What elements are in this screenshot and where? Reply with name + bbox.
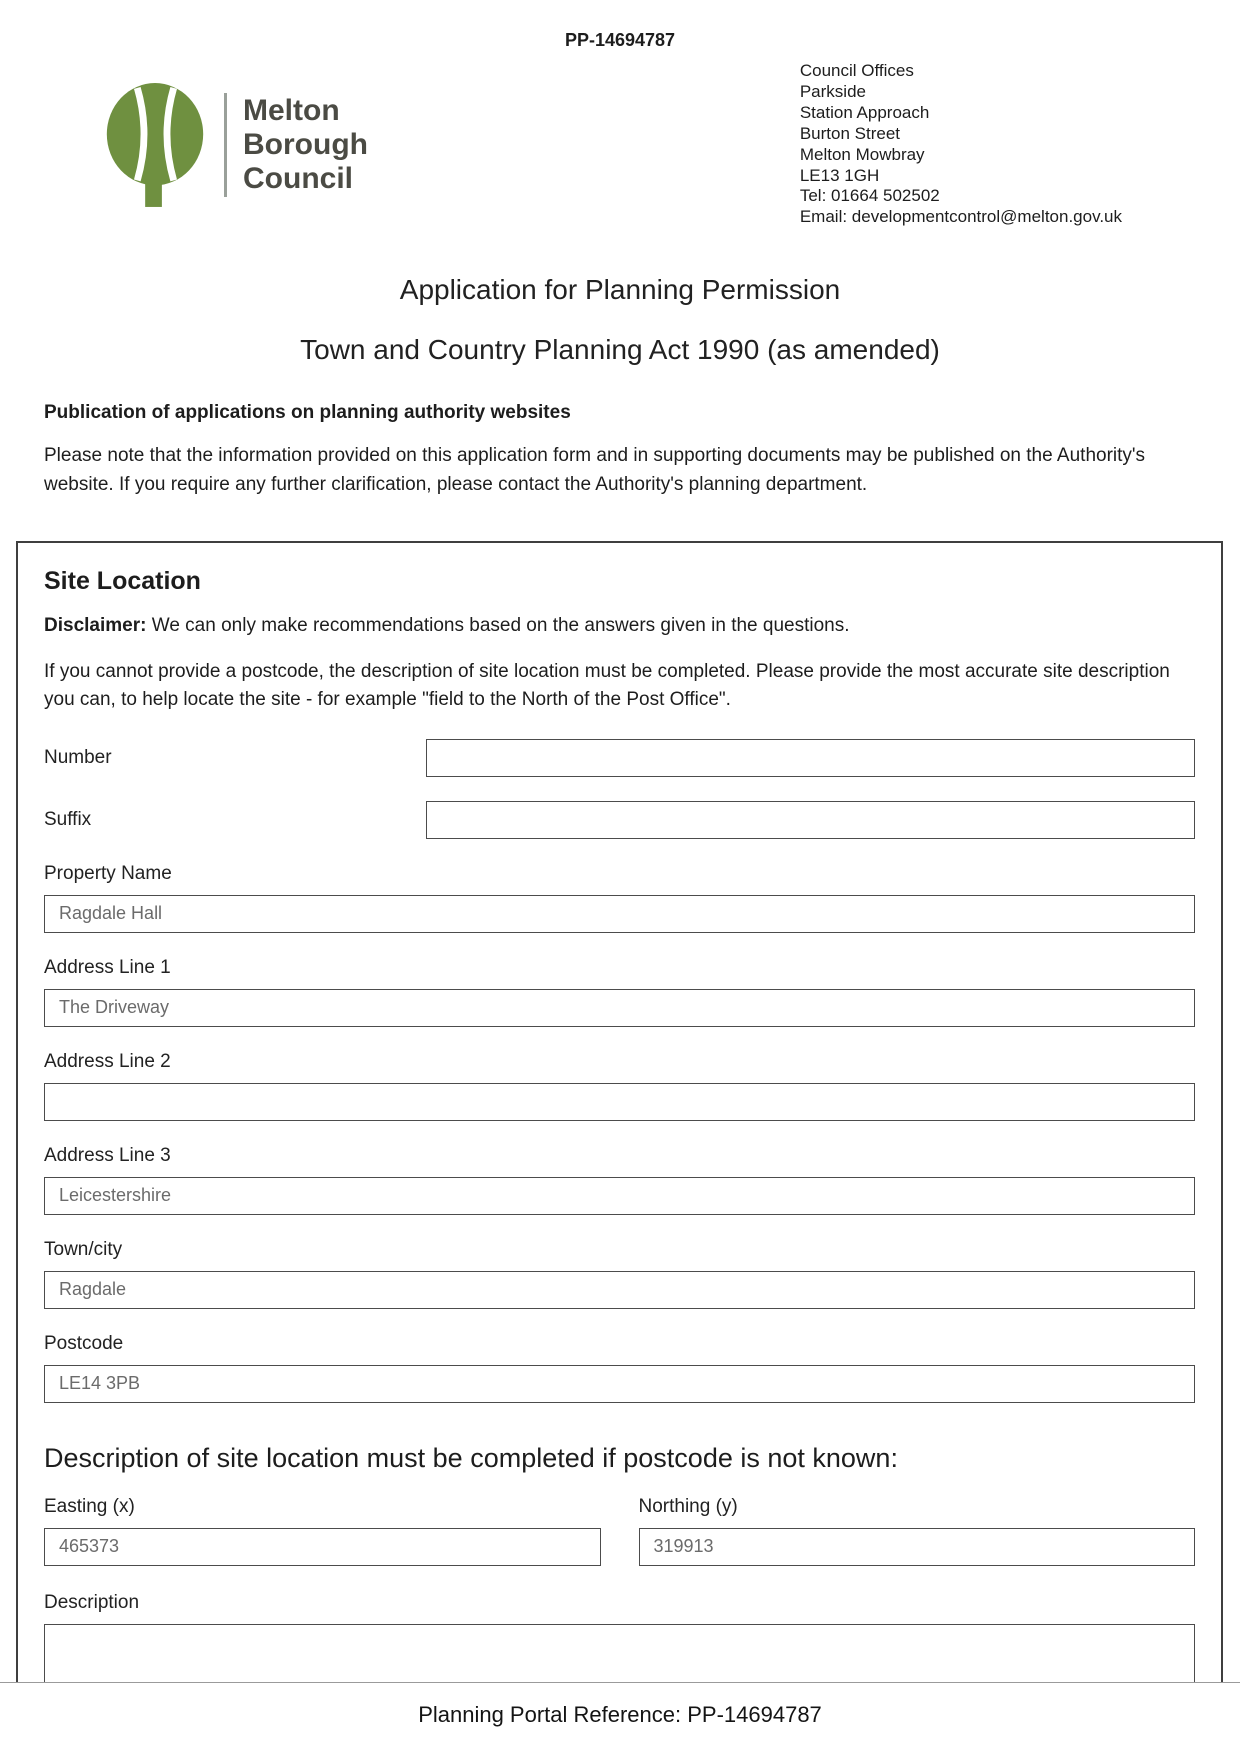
- address-line: Council Offices: [799, 61, 914, 80]
- application-reference: PP-14694787: [564, 30, 676, 50]
- page-header: [0, 51, 1240, 228]
- address-line-1-field: [44, 957, 1195, 1027]
- easting-input[interactable]: [44, 1528, 601, 1566]
- number-input[interactable]: [426, 739, 1195, 777]
- coordinates-row: [44, 1496, 1195, 1566]
- disclaimer-text: [44, 612, 1195, 640]
- description-label: Description: [44, 1591, 140, 1613]
- suffix-input[interactable]: [426, 801, 1195, 839]
- description-textarea[interactable]: [44, 1624, 1195, 1682]
- logo-line-1: Melton: [243, 93, 340, 127]
- postcode-field: [44, 1333, 1195, 1403]
- publication-note: Please note that the information provided on this application form and in supporting documents may be published on the Authority's website. If you require any further clarification, please contact the Authority's planning department.: [44, 445, 1146, 495]
- address-line-2-field: [44, 1051, 1195, 1121]
- easting-field: [44, 1496, 601, 1566]
- town-city-input[interactable]: [44, 1271, 1195, 1309]
- number-field-row: [44, 739, 1195, 777]
- section-title: Site Location: [44, 567, 201, 595]
- logo-divider: [224, 93, 227, 197]
- northing-field: [639, 1496, 1196, 1566]
- property-name-field: [44, 863, 1195, 933]
- description-requirement-heading: Description of site location must be completed if postcode is not known:: [44, 1442, 898, 1473]
- address-line: Burton Street: [799, 123, 901, 143]
- address-line: Tel: 01664 502502: [799, 186, 940, 206]
- form-subtitle: Town and Country Planning Act 1990 (as amended): [300, 334, 940, 366]
- site-location-section: [16, 541, 1223, 1682]
- disclaimer-label: Disclaimer:: [44, 615, 147, 636]
- suffix-field-row: [44, 801, 1195, 839]
- address-line-1-label: Address Line 1: [44, 956, 171, 978]
- address-line: Email: developmentcontrol@melton.gov.uk: [799, 207, 1122, 227]
- logo-line-3: Council: [243, 162, 353, 196]
- postcode-label: Postcode: [44, 1332, 124, 1354]
- address-line: Station Approach: [799, 102, 930, 122]
- council-address-block: [800, 61, 1122, 228]
- address-line-1-input[interactable]: [44, 989, 1195, 1027]
- address-line: Parkside: [799, 81, 866, 101]
- form-title: Application for Planning Permission: [399, 274, 841, 306]
- address-line: LE13 1GH: [799, 165, 880, 185]
- postcode-instructions: If you cannot provide a postcode, the description of site location must be completed. Please provide the most accurate site description you can, to help locate the site - for example "field to the North of the Post Office".: [44, 660, 1170, 711]
- property-name-label: Property Name: [44, 862, 172, 884]
- planning-portal-reference: Planning Portal Reference: PP-14694787: [418, 1702, 822, 1727]
- disclaimer-body: We can only make recommendations based on the answers given in the questions.: [151, 615, 850, 636]
- logo-wordmark: [243, 94, 368, 197]
- melton-borough-council-logo: [96, 81, 368, 209]
- number-label: Number: [44, 746, 112, 768]
- northing-label: Northing (y): [638, 1495, 738, 1517]
- northing-input[interactable]: [639, 1528, 1196, 1566]
- town-city-field: [44, 1239, 1195, 1309]
- address-line-3-field: [44, 1145, 1195, 1215]
- address-line-2-input[interactable]: [44, 1083, 1195, 1121]
- logo-line-2: Borough: [243, 127, 368, 161]
- easting-label: Easting (x): [44, 1495, 135, 1517]
- postcode-input[interactable]: [44, 1365, 1195, 1403]
- suffix-label: Suffix: [44, 808, 92, 830]
- description-field: [44, 1592, 1195, 1682]
- town-city-label: Town/city: [44, 1238, 123, 1260]
- address-line-2-label: Address Line 2: [44, 1050, 171, 1072]
- publication-heading: Publication of applications on planning authority websites: [44, 402, 571, 424]
- council-logo-icon: [96, 81, 214, 209]
- property-name-input[interactable]: [44, 895, 1195, 933]
- address-line-3-input[interactable]: [44, 1177, 1195, 1215]
- footer-divider: [0, 1682, 1240, 1683]
- address-line: Melton Mowbray: [799, 144, 925, 164]
- address-line-3-label: Address Line 3: [44, 1144, 171, 1166]
